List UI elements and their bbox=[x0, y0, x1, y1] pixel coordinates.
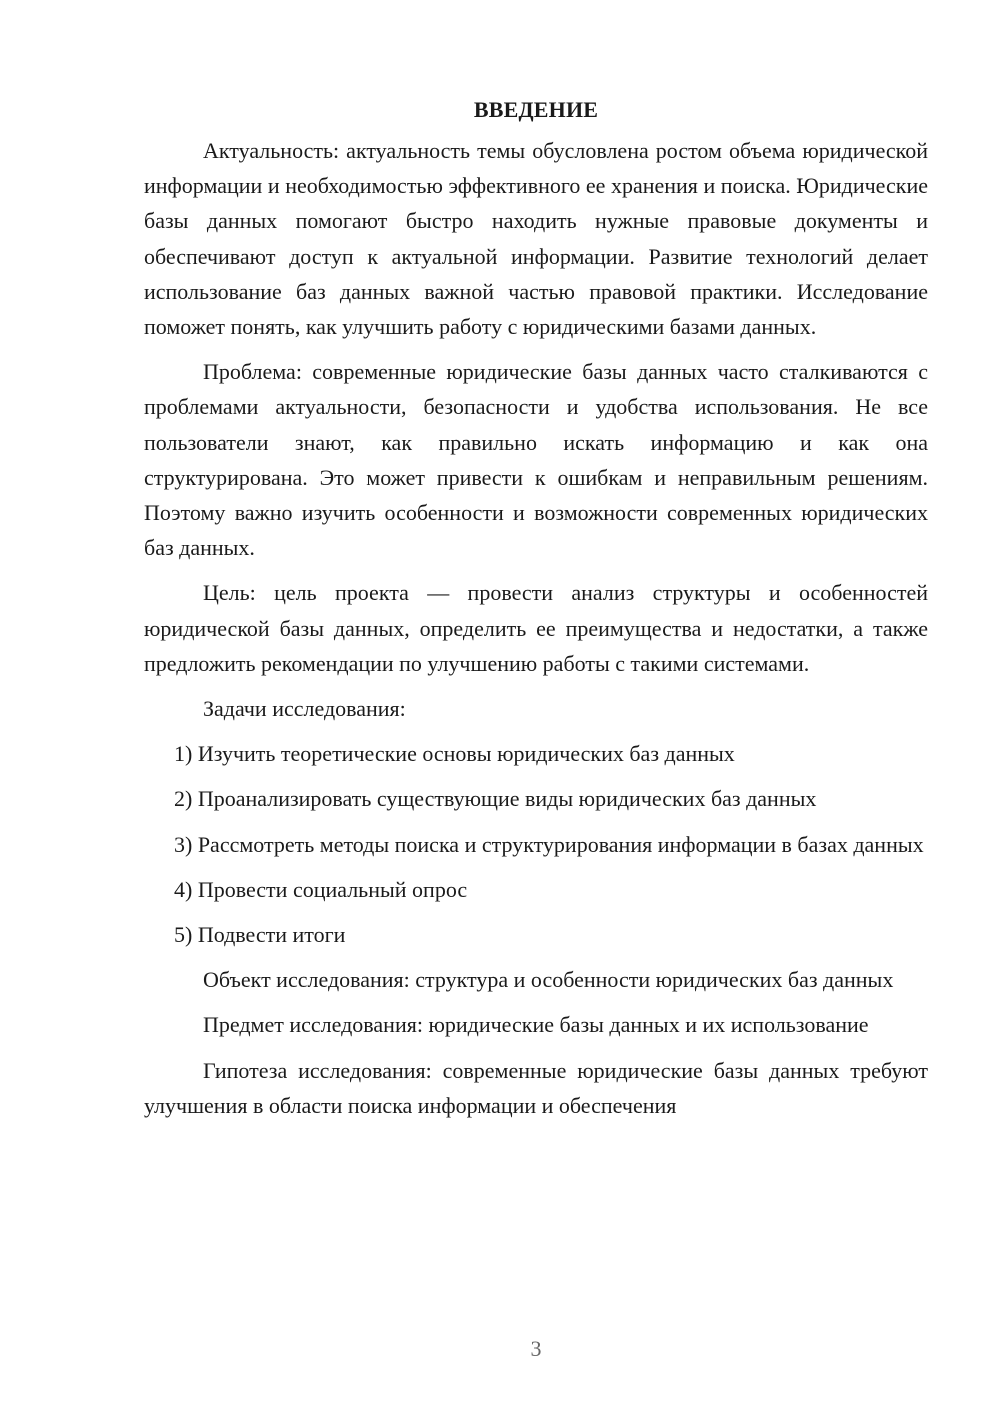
task-item-3: 3) Рассмотреть методы поиска и структурирования информации в базах данных bbox=[174, 831, 924, 857]
paragraph-tasks-heading: Задачи исследования: bbox=[203, 696, 406, 722]
paragraph-relevance: Актуальность: актуальность темы обусловлена ростом объема юридической информации и необходимостью эффективного ее хранения и поиска. Юридические базы данных помогают быстро находить нужные правовые документы и обеспечивают доступ к актуальной информации. Развитие технологий делает использование баз данных важной частью правовой практики. Исследование поможет понять, как улучшить работу с юридическими базами данных. bbox=[144, 138, 928, 340]
task-item-4: 4) Провести социальный опрос bbox=[174, 876, 468, 902]
document-body bbox=[144, 92, 928, 1133]
paragraph-hypothesis: Гипотеза исследования: современные юридические базы данных требуют улучшения в области поиска информации и обеспечения bbox=[144, 1057, 928, 1118]
section-title: ВВЕДЕНИЕ bbox=[473, 97, 599, 122]
page-number: 3 bbox=[530, 1336, 542, 1361]
task-item-5: 5) Подвести итоги bbox=[174, 922, 346, 948]
paragraph-object: Объект исследования: структура и особенности юридических баз данных bbox=[203, 967, 894, 993]
task-item-1: 1) Изучить теоретические основы юридических баз данных bbox=[174, 741, 735, 767]
paragraph-goal: Цель: цель проекта — провести анализ структуры и особенностей юридической базы данных, определить ее преимущества и недостатки, а также предложить рекомендации по улучшению работы с такими системами. bbox=[144, 580, 928, 676]
paragraph-problem: Проблема: современные юридические базы данных часто сталкиваются с проблемами актуальности, безопасности и удобства использования. Не все пользователи знают, как правильно искать информацию и как она структурирована. Это может привести к ошибкам и неправильным решениям. Поэтому важно изучить особенности и возможности современных юридических баз данных. bbox=[144, 359, 928, 561]
paragraph-subject: Предмет исследования: юридические базы данных и их использование bbox=[203, 1012, 869, 1038]
task-item-2: 2) Проанализировать существующие виды юридических баз данных bbox=[174, 786, 817, 812]
